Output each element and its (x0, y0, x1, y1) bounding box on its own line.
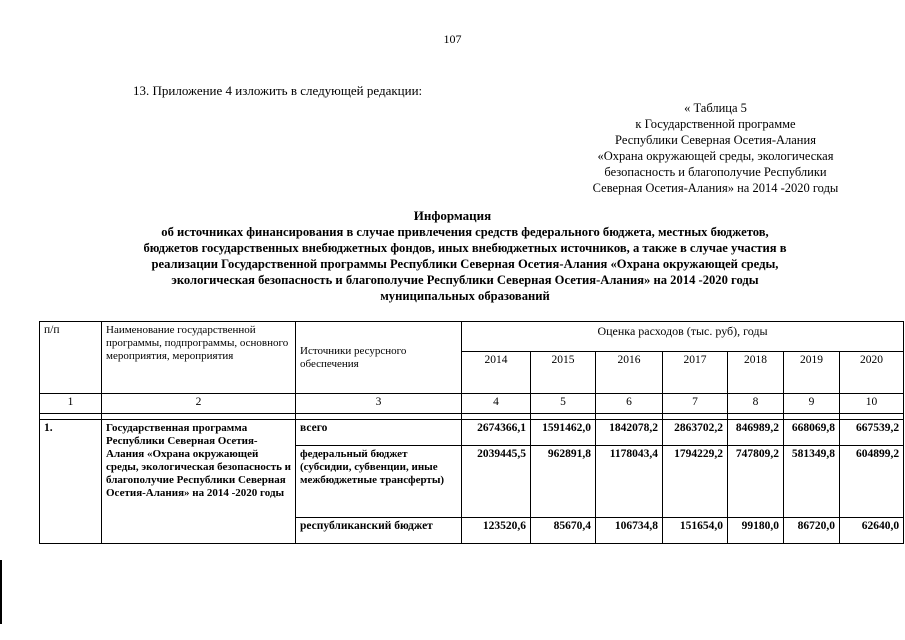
attachment-line: безопасность и благополучие Республики (604, 165, 827, 179)
value-cell: 2039445,5 (462, 446, 531, 518)
value-cell: 2674366,1 (462, 420, 531, 446)
value-cell: 86720,0 (784, 518, 840, 544)
info-body (95, 224, 835, 304)
value-cell: 747809,2 (728, 446, 784, 518)
header-num: п/п (40, 322, 102, 394)
column-number: 3 (296, 394, 462, 414)
value-cell: 2863702,2 (663, 420, 728, 446)
source-label: федеральный бюджет (субсидии, субвенции, иные межбюджетные трансферты) (296, 446, 462, 518)
info-line: экологическая безопасность и благополучие Республики Северная Осетия-Алания» на 2014 -2020 годы (171, 273, 759, 287)
scan-edge-mark (0, 560, 2, 624)
year-header: 2019 (784, 352, 840, 394)
attachment-line: Северная Осетия-Алания» на 2014 -2020 годы (592, 181, 839, 195)
value-cell: 106734,8 (596, 518, 663, 544)
value-cell: 123520,6 (462, 518, 531, 544)
column-number-row (40, 394, 904, 414)
value-cell: 85670,4 (531, 518, 596, 544)
info-line: муниципальных образований (380, 289, 550, 303)
attachment-line: к Государственной программе (635, 117, 796, 131)
info-line: об источниках финансирования в случае привлечения средств федерального бюджета, местных бюджетов, (161, 225, 769, 239)
value-cell: 151654,0 (663, 518, 728, 544)
value-cell: 962891,8 (531, 446, 596, 518)
attachment-line: «Охрана окружающей среды, экологическая (597, 149, 834, 163)
year-header: 2014 (462, 352, 531, 394)
value-cell: 668069,8 (784, 420, 840, 446)
value-cell: 667539,2 (840, 420, 904, 446)
info-line: бюджетов государственных внебюджетных фондов, иных внебюджетных источников, а также в случае участия в (143, 241, 787, 255)
info-line: реализации Государственной программы Республики Северная Осетия-Алания «Охрана окружающей среды, (151, 257, 779, 271)
header-name: Наименование государственной программы, подпрограммы, основного мероприятия, мероприятия (102, 322, 296, 394)
attachment-line: « Таблица 5 (684, 101, 747, 115)
page-number: 107 (443, 32, 462, 46)
column-number: 7 (663, 394, 728, 414)
header-estimate: Оценка расходов (тыс. руб), годы (462, 322, 904, 352)
attachment-note (563, 100, 868, 196)
info-title: Информация (413, 208, 492, 223)
row-num: 1. (40, 420, 102, 544)
year-header: 2017 (663, 352, 728, 394)
column-number: 1 (40, 394, 102, 414)
value-cell: 1842078,2 (596, 420, 663, 446)
year-header: 2015 (531, 352, 596, 394)
value-cell: 1178043,4 (596, 446, 663, 518)
column-number: 10 (840, 394, 904, 414)
year-header: 2020 (840, 352, 904, 394)
year-header: 2016 (596, 352, 663, 394)
column-number: 9 (784, 394, 840, 414)
source-label: всего (296, 420, 462, 446)
column-number: 8 (728, 394, 784, 414)
year-header: 2018 (728, 352, 784, 394)
column-number: 5 (531, 394, 596, 414)
value-cell: 99180,0 (728, 518, 784, 544)
value-cell: 62640,0 (840, 518, 904, 544)
table-row (40, 420, 904, 446)
column-number: 6 (596, 394, 663, 414)
value-cell: 581349,8 (784, 446, 840, 518)
row-name: Государственная программа Республики Северная Осетия-Алания «Охрана окружающей среды, экологическая безопасность и благополучие Республики Северная Осетия-Алания» на 2014 -2020 годы (102, 420, 296, 544)
value-cell: 604899,2 (840, 446, 904, 518)
value-cell: 846989,2 (728, 420, 784, 446)
attachment-line: Республики Северная Осетия-Алания (615, 133, 816, 147)
header-source: Источники ресурсного обеспечения (296, 322, 462, 394)
column-number: 4 (462, 394, 531, 414)
column-number: 2 (102, 394, 296, 414)
financing-table (39, 321, 904, 544)
source-label: республиканский бюджет (296, 518, 462, 544)
value-cell: 1794229,2 (663, 446, 728, 518)
item-line: 13. Приложение 4 изложить в следующей редакции: (133, 83, 423, 98)
value-cell: 1591462,0 (531, 420, 596, 446)
